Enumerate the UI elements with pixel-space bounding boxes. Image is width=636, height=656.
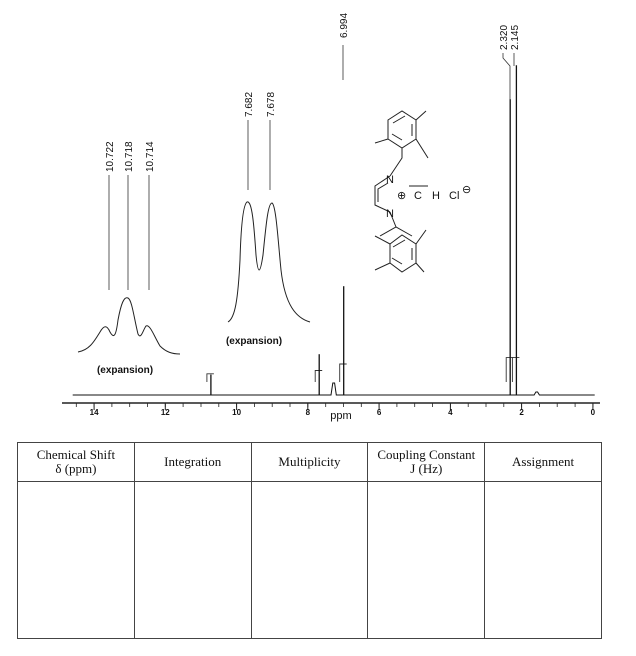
peak-label: 7.682	[244, 91, 255, 117]
integral-curves	[207, 358, 520, 382]
header-multiplicity	[251, 443, 368, 482]
nmr-data-table	[17, 442, 602, 639]
peak-label: 2.320	[499, 24, 510, 50]
x-tick-label: 12	[160, 408, 170, 417]
expansion-label: (expansion)	[225, 336, 283, 347]
header-line: Assignment	[512, 454, 575, 469]
header-line: δ (ppm)	[55, 461, 97, 476]
header-chemical-shift	[18, 443, 135, 482]
molecule-atom: N	[386, 208, 394, 220]
header-assignment	[485, 443, 602, 482]
header-line: Integration	[164, 454, 222, 469]
header-line: Chemical Shift	[36, 447, 116, 462]
expansion-trace-1	[78, 298, 180, 354]
table-row	[18, 482, 602, 639]
peak-label: 7.678	[266, 91, 277, 117]
peak-label: 6.994	[339, 12, 350, 38]
table-cell	[251, 482, 368, 639]
peak-label: 2.145	[510, 24, 521, 50]
table-cell	[18, 482, 135, 639]
counterion-charge: ⊖	[462, 184, 472, 196]
table-cell	[485, 482, 602, 639]
x-tick-label: 4	[448, 408, 453, 417]
header-line: Coupling Constant	[377, 447, 476, 462]
x-tick-label: 2	[519, 408, 524, 417]
x-tick-label: 0	[590, 408, 596, 417]
x-tick-label: 8	[305, 408, 311, 417]
molecule-atom: ⊕	[397, 190, 407, 202]
header-line: J (Hz)	[410, 461, 443, 476]
peak-label: 10.718	[124, 141, 135, 172]
molecule-atom: N	[386, 174, 394, 186]
peak-leader-lines	[109, 45, 514, 380]
header-coupling-constant	[368, 443, 485, 482]
table-header-row	[18, 443, 602, 482]
table-cell	[368, 482, 485, 639]
header-line: Multiplicity	[278, 454, 341, 469]
x-tick-label: 10	[232, 408, 242, 417]
counterion-label: Cl	[449, 190, 460, 202]
molecule-atom: H	[432, 190, 440, 202]
expansion-label: (expansion)	[96, 365, 154, 376]
x-axis-label: ppm	[330, 410, 352, 422]
molecule-atom: C	[414, 190, 422, 202]
expansion-trace-2	[228, 202, 310, 322]
peak-label: 10.722	[105, 141, 116, 172]
table-cell	[134, 482, 251, 639]
peak-label: 10.714	[145, 141, 156, 172]
x-tick-label: 6	[376, 408, 382, 417]
x-tick-label: 14	[89, 408, 99, 417]
header-integration	[134, 443, 251, 482]
